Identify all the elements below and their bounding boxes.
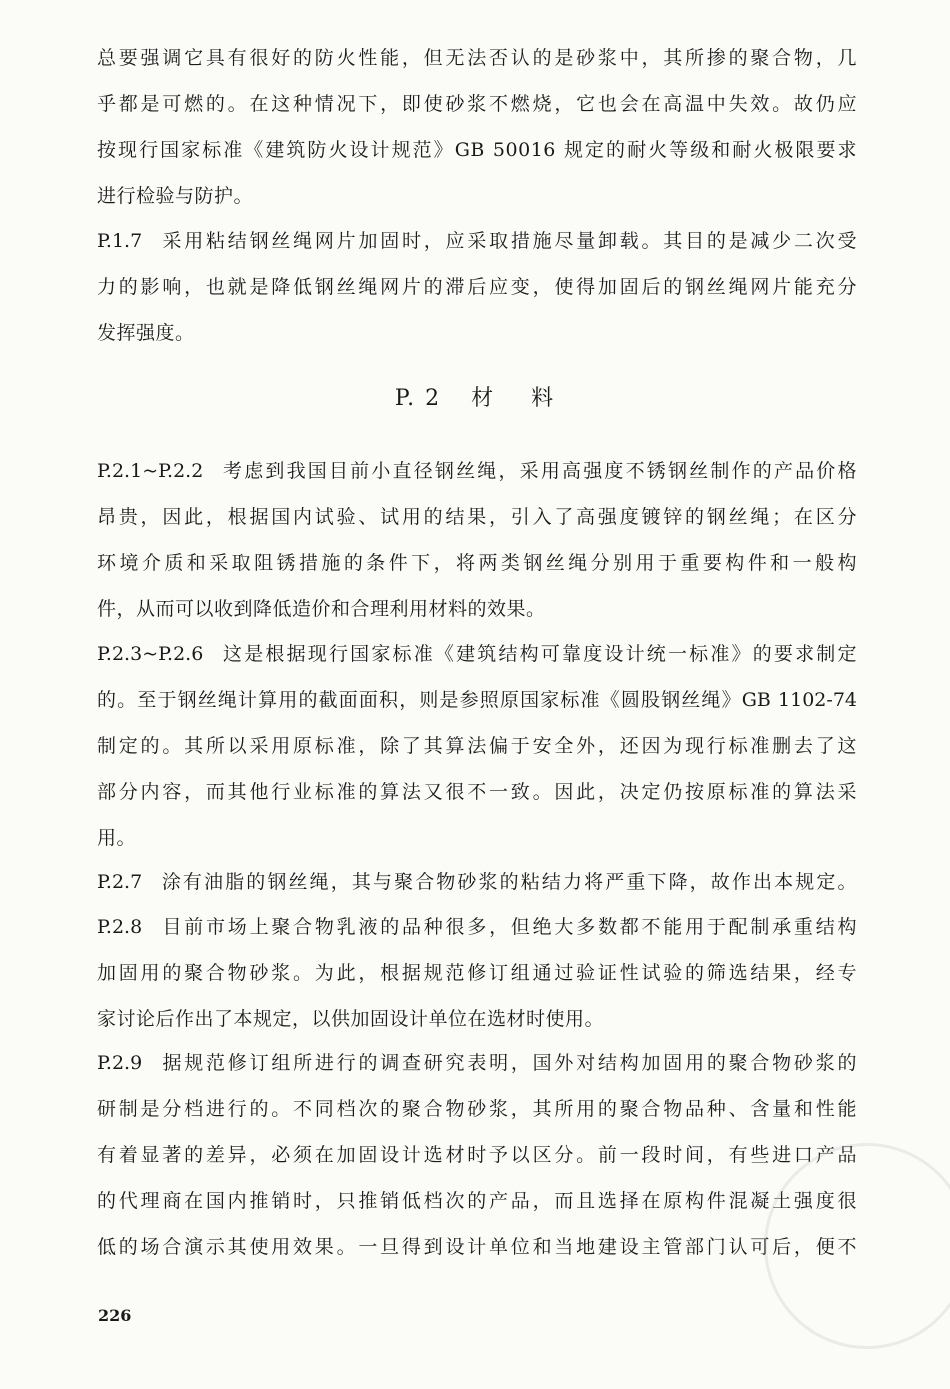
text-line: 昂贵，因此，根据国内试验、试用的结果，引入了高强度镀锌的钢丝绳；在区分 — [97, 506, 857, 528]
clause-text: 目前市场上聚合物乳液的品种很多，但绝大多数都不能用于配制承重结构 — [160, 916, 857, 938]
text-line — [97, 229, 857, 253]
text-line: 加固用的聚合物砂浆。为此，根据规范修订组通过验证性试验的筛选结果，经专 — [97, 962, 857, 984]
clause-ref: P.2.1~P.2.2 — [97, 460, 204, 482]
clause-text: 涂有油脂的钢丝绳，其与聚合物砂浆的粘结力将严重下降，故作出本规定。 — [160, 871, 857, 893]
watermark-stamp — [764, 1143, 950, 1349]
text-line: 发挥强度。 — [97, 322, 195, 344]
clause-text: 这是根据现行国家标准《建筑结构可靠度设计统一标准》的要求制定 — [221, 643, 857, 665]
text-line — [97, 915, 857, 939]
text-line — [97, 1051, 857, 1075]
text-line: 有着显著的差异，必须在加固设计选材时予以区分。前一段时间，有些进口产品 — [97, 1144, 857, 1166]
clause-ref: P.1.7 — [97, 230, 143, 252]
page-number: 226 — [98, 1306, 132, 1325]
text-line: 家讨论后作出了本规定，以供加固设计单位在选材时使用。 — [97, 1008, 605, 1030]
section-title-char: 料 — [531, 386, 556, 411]
text-line: 低的场合演示其使用效果。一旦得到设计单位和当地建设主管部门认可后，便不 — [97, 1236, 857, 1258]
text-line: 的代理商在国内推销时，只推销低档次的产品，而且选择在原构件混凝土强度很 — [97, 1190, 857, 1212]
section-title-char: 材 — [471, 386, 496, 411]
text-line: 乎都是可燃的。在这种情况下，即使砂浆不燃烧，它也会在高温中失效。故仍应 — [97, 93, 857, 115]
text-line: 研制是分档进行的。不同档次的聚合物砂浆，其所用的聚合物品种、含量和性能 — [97, 1098, 857, 1120]
text-line: 环境介质和采取阻锈措施的条件下，将两类钢丝绳分别用于重要构件和一般构 — [97, 552, 857, 574]
text-line: 件，从而可以收到降低造价和合理利用材料的效果。 — [97, 598, 546, 620]
clause-text: 考虑到我国目前小直径钢丝绳，采用高强度不锈钢丝制作的产品价格 — [221, 460, 857, 482]
text-line — [97, 870, 857, 894]
section-heading — [0, 384, 950, 414]
text-line: 用。 — [97, 827, 137, 849]
section-number: P. 2 — [394, 386, 442, 411]
text-line — [97, 642, 857, 666]
clause-ref: P.2.9 — [97, 1052, 143, 1074]
text-line: 部分内容，而其他行业标准的算法又很不一致。因此，决定仍按原标准的算法采 — [97, 781, 857, 803]
text-line: 进行检验与防护。 — [97, 185, 254, 207]
text-line: 总要强调它具有很好的防火性能，但无法否认的是砂浆中，其所掺的聚合物，几 — [97, 47, 857, 69]
clause-text: 采用粘结钢丝绳网片加固时，应采取措施尽量卸载。其目的是减少二次受 — [160, 230, 857, 252]
text-line: 按现行国家标准《建筑防火设计规范》GB 50016 规定的耐火等级和耐火极限要求 — [97, 139, 857, 161]
clause-ref: P.2.3~P.2.6 — [97, 643, 204, 665]
text-line: 制定的。其所以采用原标准，除了其算法偏于安全外，还因为现行标准删去了这 — [97, 735, 857, 757]
text-line: 的。至于钢丝绳计算用的截面面积，则是参照原国家标准《圆股钢丝绳》GB 1102-74 — [97, 689, 857, 711]
clause-text: 据规范修订组所进行的调查研究表明，国外对结构加固用的聚合物砂浆的 — [160, 1052, 857, 1074]
clause-ref: P.2.7 — [97, 871, 143, 893]
clause-ref: P.2.8 — [97, 916, 143, 938]
text-line: 力的影响，也就是降低钢丝绳网片的滞后应变，使得加固后的钢丝绳网片能充分 — [97, 276, 857, 298]
text-line — [97, 459, 857, 483]
